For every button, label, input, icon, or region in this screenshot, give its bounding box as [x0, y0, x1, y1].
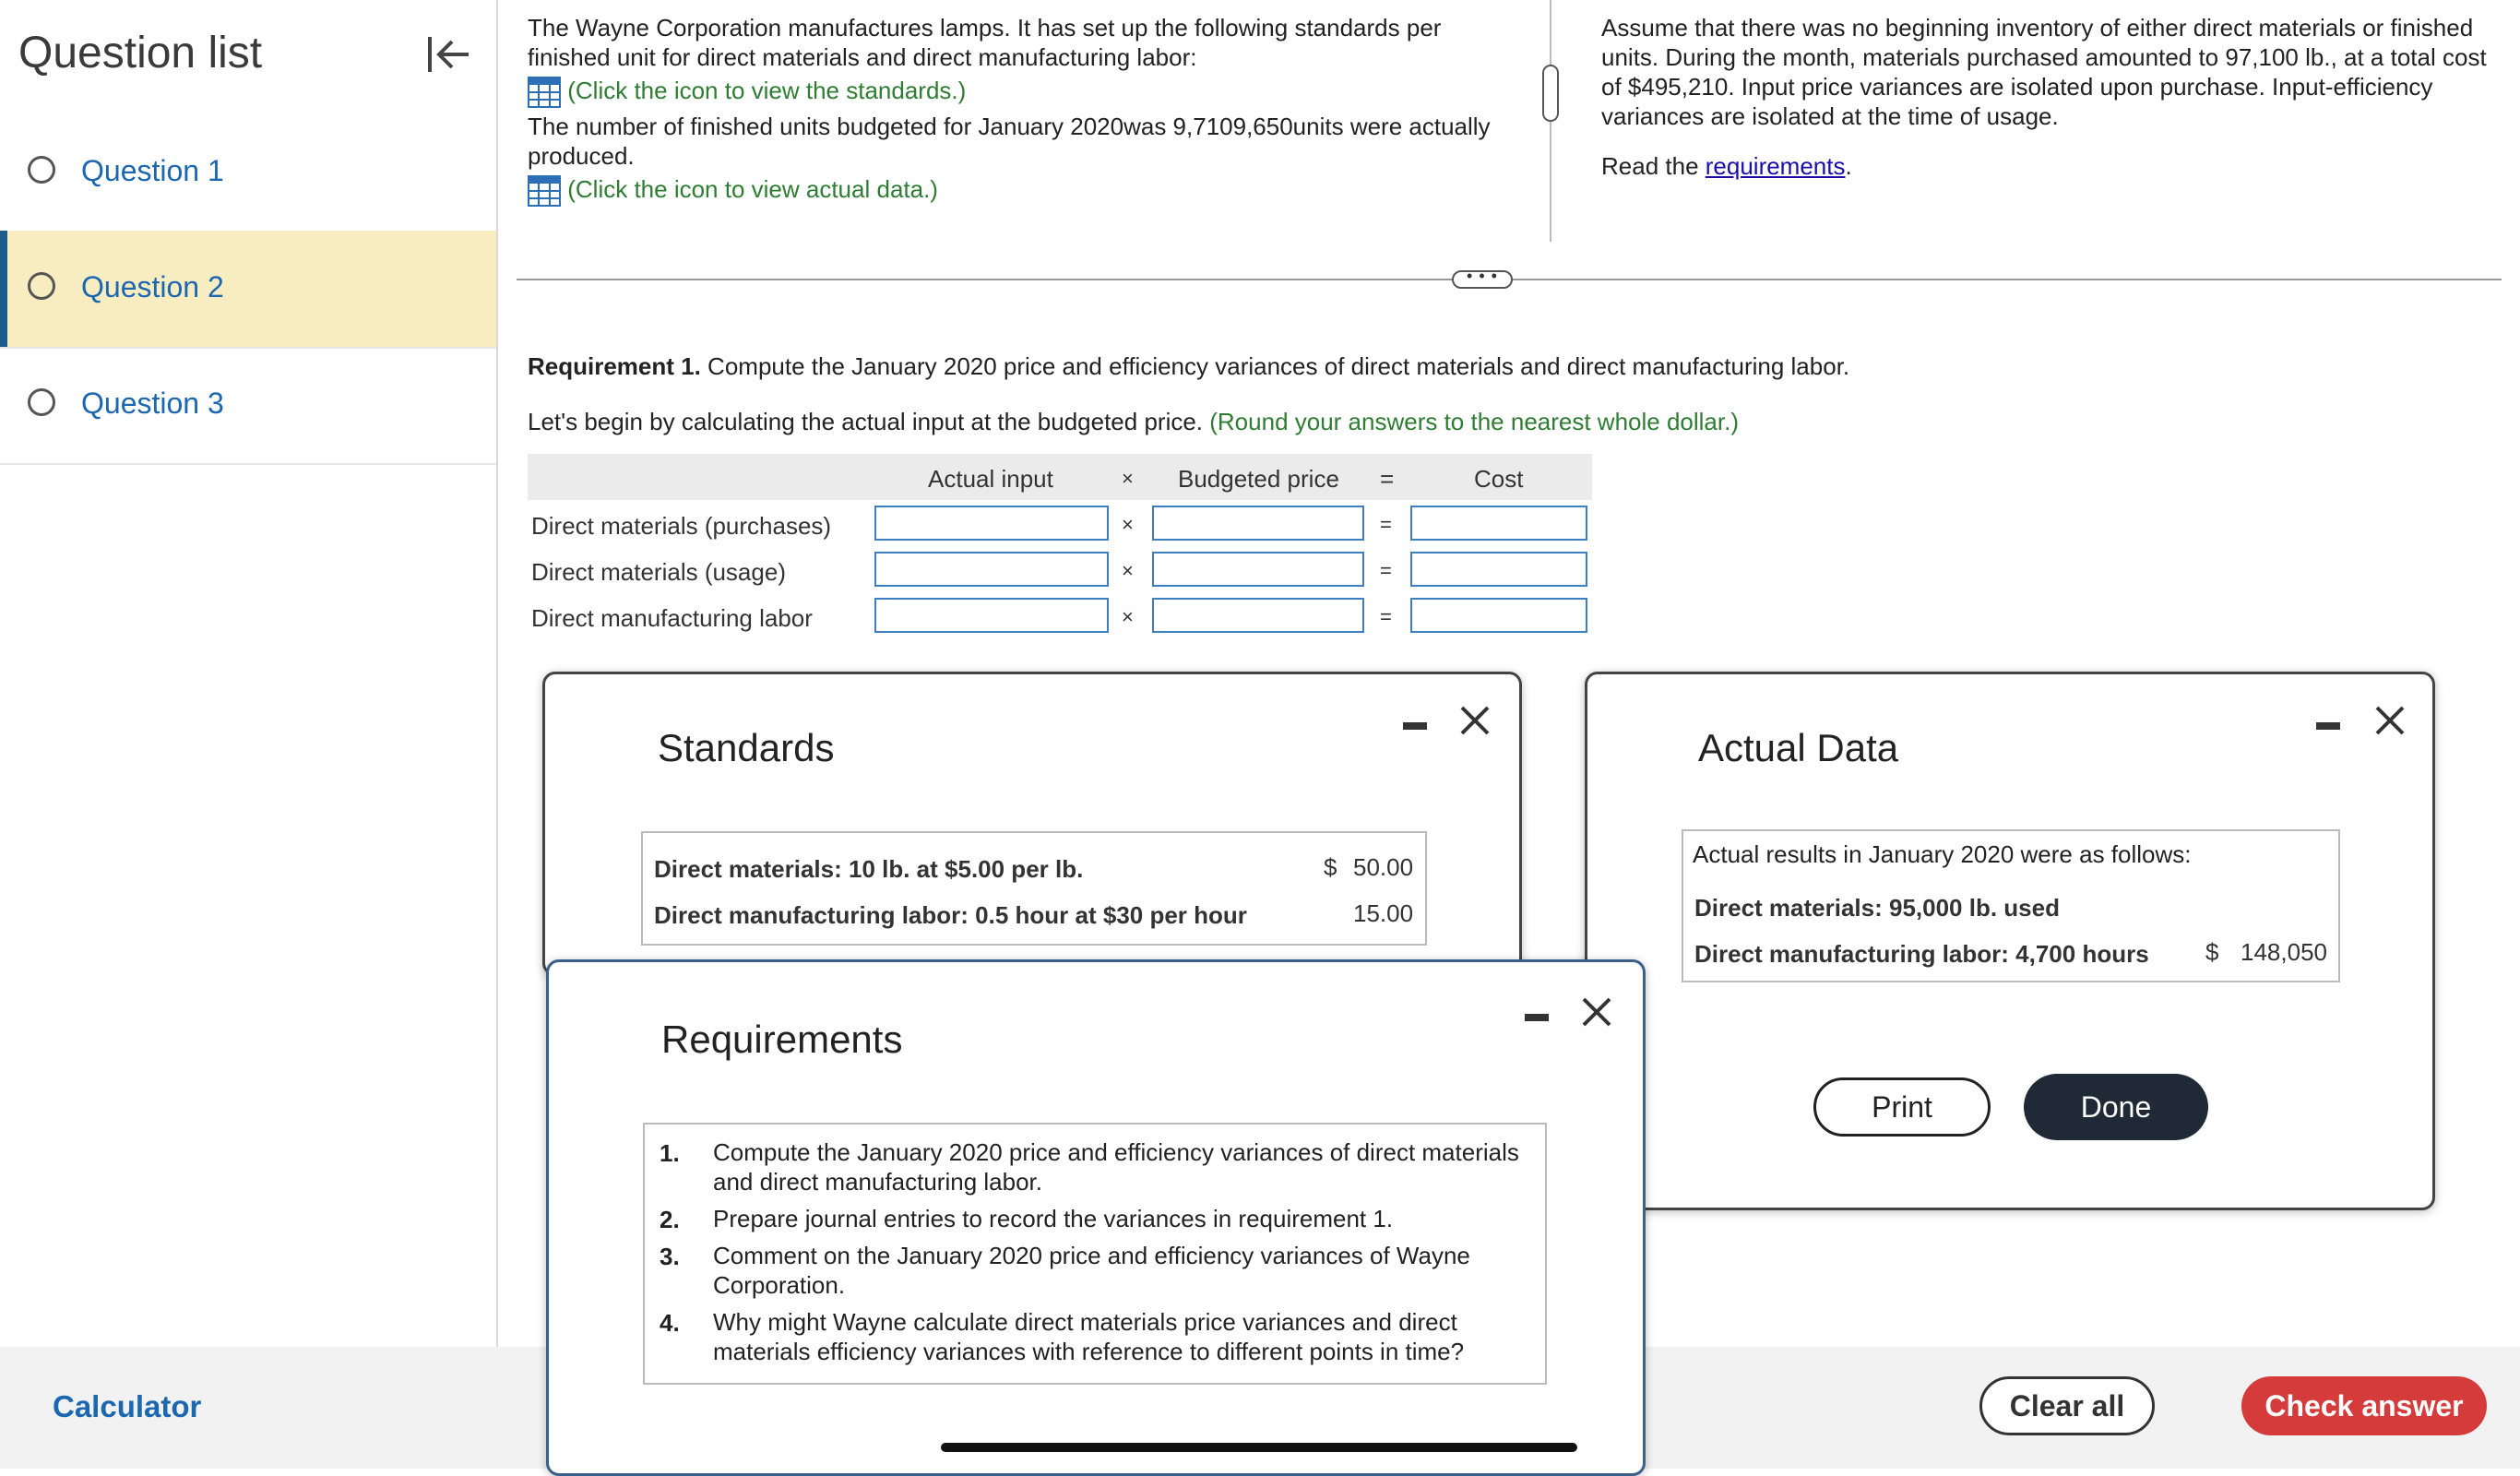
question-item-2[interactable]	[0, 231, 496, 349]
calc-table-header	[528, 454, 1592, 500]
close-icon[interactable]	[1578, 994, 1615, 1030]
actual-input-field[interactable]	[874, 598, 1109, 633]
dialog-title: Requirements	[661, 1018, 903, 1061]
begin-instruction	[528, 408, 1739, 436]
req-item-text: Comment on the January 2020 price and efficiency variances of Wayne Corporation.	[713, 1242, 1470, 1299]
header-budgeted-price: Budgeted price	[1178, 465, 1339, 493]
actual-data-link-row[interactable]	[528, 174, 1505, 207]
equals-sign: =	[1380, 605, 1392, 628]
collapse-sidebar-icon[interactable]	[424, 31, 474, 77]
currency-sign: $	[1324, 853, 1337, 881]
budgeted-price-field[interactable]	[1152, 598, 1364, 633]
cost-field[interactable]	[1410, 598, 1587, 633]
intro-text	[528, 13, 1505, 210]
standards-box	[641, 831, 1427, 946]
table-icon[interactable]	[528, 175, 561, 207]
times-sign: ×	[1122, 605, 1134, 628]
question-label: Question 2	[81, 270, 224, 304]
budgeted-price-field[interactable]	[1152, 552, 1364, 587]
requirements-dialog	[546, 959, 1646, 1476]
req-item-text: Prepare journal entries to record the variances in requirement 1.	[713, 1205, 1394, 1232]
header-times: ×	[1122, 467, 1134, 490]
calculator-link[interactable]: Calculator	[53, 1389, 202, 1423]
begin-text: Let's begin by calculating the actual input at the budgeted price.	[528, 408, 1210, 435]
radio-icon	[28, 388, 55, 416]
actual-row-value: 148,050	[2241, 938, 2327, 966]
actual-intro: Actual results in January 2020 were as follows:	[1693, 840, 2192, 868]
actual-data-dialog	[1585, 672, 2435, 1210]
minimize-icon[interactable]	[2316, 722, 2340, 730]
question-label: Question 1	[81, 154, 224, 187]
row-label: Direct materials (usage)	[531, 558, 786, 586]
standard-row-value: 15.00	[1353, 899, 1414, 927]
requirement-1-body: Compute the January 2020 price and efficiency variances of direct materials and direct manufacturing labor.	[700, 352, 1850, 380]
requirement-1-label: Requirement 1.	[528, 352, 701, 380]
header-equals: =	[1380, 465, 1395, 493]
times-sign: ×	[1122, 559, 1134, 582]
standard-row-value: 50.00	[1353, 853, 1414, 881]
equals-sign: =	[1380, 559, 1392, 582]
cost-field[interactable]	[1410, 506, 1587, 541]
question-item-1[interactable]	[0, 114, 496, 232]
read-requirements-line	[1601, 151, 2496, 181]
row-label: Direct materials (purchases)	[531, 512, 832, 540]
radio-icon	[28, 272, 55, 300]
table-icon[interactable]	[528, 77, 561, 108]
minimize-icon[interactable]	[1403, 722, 1427, 730]
budgeted-price-field[interactable]	[1152, 506, 1364, 541]
header-cost: Cost	[1474, 465, 1524, 493]
minimize-icon[interactable]	[1525, 1014, 1549, 1021]
question-label: Question 3	[81, 387, 224, 420]
req-item-text: Compute the January 2020 price and efficiency variances of direct materials and direct manufacturing labor.	[713, 1138, 1519, 1196]
req-number: 1.	[660, 1139, 680, 1167]
req-number: 2.	[660, 1206, 680, 1233]
req-item-text: Why might Wayne calculate direct materials price variances and direct materials efficiency variances with reference to different points in time?	[713, 1308, 1465, 1365]
read-suffix: .	[1845, 152, 1852, 180]
equals-sign: =	[1380, 513, 1392, 536]
req-number: 3.	[660, 1243, 680, 1270]
read-prefix: Read the	[1601, 152, 1706, 180]
vertical-resize-handle[interactable]	[1542, 65, 1559, 122]
actual-data-box	[1682, 829, 2340, 982]
assumption-paragraph: Assume that there was no beginning inventory of either direct materials or finished units. During the month, materials purchased amounted to 97,100 lb., at a total cost of $495,210. Input price variances are isolated upon purchase. Input-efficiency variances are isolated at the time of usage.	[1601, 14, 2487, 130]
close-icon[interactable]	[2371, 702, 2408, 739]
horizontal-resize-handle[interactable]: • • •	[1452, 270, 1513, 289]
row-label: Direct manufacturing labor	[531, 604, 813, 632]
standard-row-label: Direct manufacturing labor: 0.5 hour at $30 per hour	[654, 901, 1247, 929]
intro-paragraph-1: The Wayne Corporation manufactures lamps. It has set up the following standards per finished unit for direct materials and direct manufacturing labor:	[528, 14, 1442, 71]
done-button[interactable]: Done	[2024, 1074, 2208, 1140]
clear-all-button[interactable]: Clear all	[1979, 1376, 2155, 1435]
requirements-box	[643, 1123, 1547, 1385]
actual-input-field[interactable]	[874, 552, 1109, 587]
standard-row-label: Direct materials: 10 lb. at $5.00 per lb.	[654, 855, 1084, 883]
question-list-sidebar	[0, 0, 498, 1347]
actual-input-field[interactable]	[874, 506, 1109, 541]
standards-dialog	[542, 672, 1522, 976]
intro-paragraph-2: The number of finished units budgeted for January 2020was 9,7109,650units were actually produced.	[528, 113, 1491, 171]
actual-row-label: Direct manufacturing labor: 4,700 hours	[1694, 940, 2149, 968]
dialog-title: Standards	[658, 726, 835, 769]
rounding-hint: (Round your answers to the nearest whole dollar.)	[1209, 408, 1740, 435]
radio-icon	[28, 156, 55, 184]
scrollbar[interactable]	[941, 1443, 1577, 1452]
right-column-text	[1601, 13, 2496, 181]
question-item-3[interactable]	[0, 347, 496, 465]
view-standards-link[interactable]: (Click the icon to view the standards.)	[567, 77, 967, 104]
requirements-link[interactable]: requirements	[1705, 152, 1846, 180]
cost-field[interactable]	[1410, 552, 1587, 587]
currency-sign: $	[2205, 938, 2219, 966]
standards-link-row[interactable]	[528, 76, 1505, 108]
dialog-title: Actual Data	[1698, 726, 1899, 769]
requirement-1-text	[528, 352, 1849, 381]
req-number: 4.	[660, 1309, 680, 1337]
check-answer-button[interactable]: Check answer	[2241, 1376, 2487, 1435]
actual-row-label: Direct materials: 95,000 lb. used	[1694, 894, 2060, 922]
print-button[interactable]: Print	[1813, 1077, 1991, 1137]
question-list-title: Question list	[18, 29, 263, 77]
close-icon[interactable]	[1456, 702, 1493, 739]
times-sign: ×	[1122, 513, 1134, 536]
calc-table-body	[528, 506, 1598, 644]
header-actual-input: Actual input	[928, 465, 1053, 493]
view-actual-data-link[interactable]: (Click the icon to view actual data.)	[567, 175, 938, 204]
